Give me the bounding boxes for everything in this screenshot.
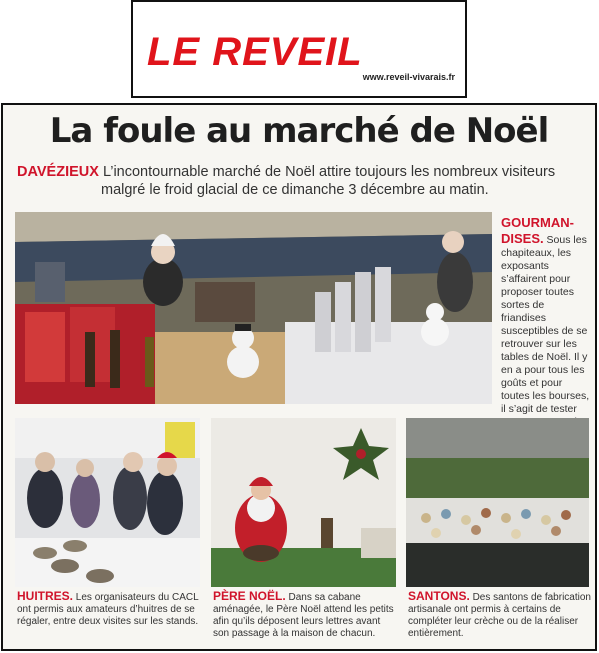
website-url: www.reveil-vivarais.fr	[362, 72, 455, 82]
oysters-photo	[15, 418, 200, 587]
caption-oysters-text: Les organisateurs du CACL ont permis aux amateurs d’huitres de se régaler, entre deux visites sur les stands.	[17, 592, 199, 627]
caption-santa	[213, 590, 398, 640]
caption-santa-text: Dans sa cabane aménagée, le Père Noël attend les petits afin qu’ils déposent leurs lettres avant son passage à la maison de chacun.	[213, 592, 394, 639]
intro-kicker: DAVÉZIEUX	[17, 164, 99, 180]
caption-oysters-keyword: HUITRES.	[17, 589, 74, 603]
side-caption	[501, 215, 591, 442]
caption-santons-text: Des santons de fabrication artisanale ont permis à certains de compléter leur crèche ou de la réaliser entièrement.	[408, 592, 591, 639]
santons-photo	[406, 418, 589, 587]
intro-text-line2: malgré le froid glacial de ce dimanche 3 décembre au matin.	[101, 182, 489, 198]
market-stall-photo	[15, 212, 492, 404]
article-headline: La foule au marché de Noël	[49, 111, 549, 151]
side-caption-keyword: GOURMAN-DISES.	[501, 215, 574, 246]
caption-santa-keyword: PÈRE NOËL.	[213, 589, 286, 603]
article-intro	[17, 163, 577, 199]
newspaper-logo: LE REVEIL	[147, 30, 363, 74]
intro-text-line1: L’incontournable marché de Noël attire toujours les nombreux visiteurs	[102, 164, 556, 180]
newspaper-masthead	[131, 0, 467, 98]
article-clipping	[1, 103, 597, 651]
caption-oysters	[17, 590, 200, 628]
caption-santons	[408, 590, 591, 640]
side-caption-text: Sous les chapiteaux, les exposants s’affairent pour proposer toutes sortes de friandises susceptibles de se retrouver sur les tables de Noël. Il y en a pour tous les goûts et pour toutes les bourses, il s’agit de tester	[501, 234, 590, 415]
caption-santons-keyword: SANTONS.	[408, 589, 470, 603]
santa-photo	[211, 418, 396, 587]
